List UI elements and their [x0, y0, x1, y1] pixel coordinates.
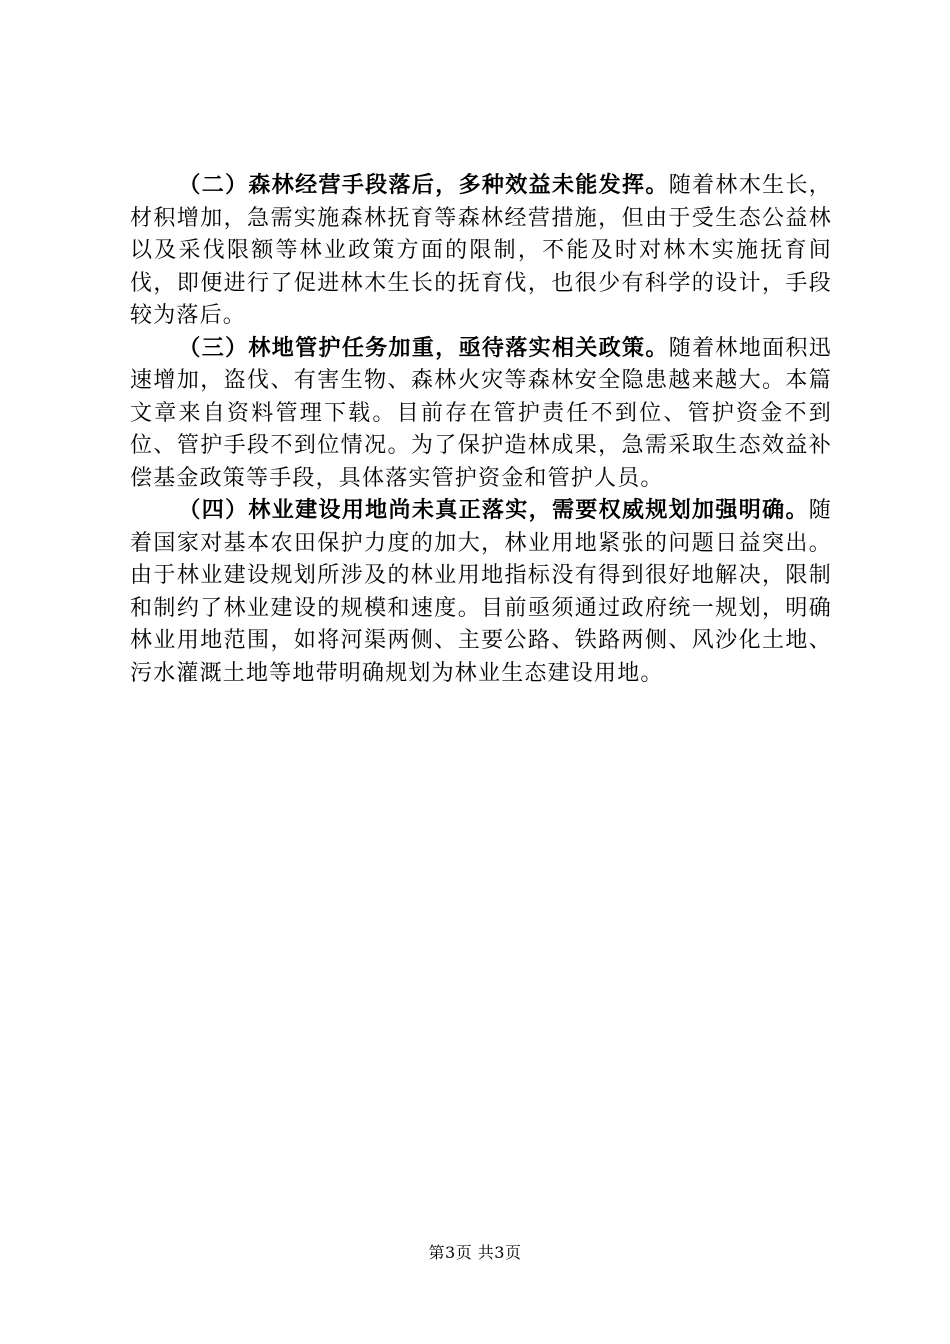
- paragraph-four-body: 随着国家对基本农田保护力度的加大，林业用地紧张的问题日益突出。由于林业建设规划所涉及的林业用地指标没有得到很好地解决，限制和制约了林业建设的规模和速度。目前亟须通过政府统一规划，明确林业用地范围，如将河渠两侧、主要公路、铁路两侧、风沙化土地、污水灌溉土地等地带明确规划为林业生态建设用地。: [130, 498, 832, 686]
- paragraph-three-body: 随着林地面积迅速增加，盗伐、有害生物、森林火灾等森林安全隐患越来越大。本篇文章来自资料管理下载。目前存在管护责任不到位、管护资金不到位、管护手段不到位情况。为了保护造林成果，急需采取生态效益补偿基金政策等手段，具体落实管护资金和管护人员。: [130, 335, 833, 491]
- paragraph-three: [130, 333, 832, 496]
- paragraph-two: [130, 170, 832, 333]
- paragraph-three-heading: （三）林地管护任务加重，亟待落实相关政策。: [178, 335, 669, 361]
- paragraph-four-heading: （四）林业建设用地尚未真正落实，需要权威规划加强明确。: [178, 498, 809, 523]
- paragraph-two-heading: （二）森林经营手段落后，多种效益未能发挥。: [178, 173, 669, 198]
- paragraph-four: [130, 495, 832, 690]
- page-footer: 第3页 共3页: [428, 1243, 522, 1262]
- paragraph-two-body: 随着林木生长，材积增加，急需实施森林抚育等森林经营措施，但由于受生态公益林以及采伐限额等林业政策方面的限制，不能及时对林木实施抚育间伐，即便进行了促进林木生长的抚育伐，也很少有科学的设计，手段较为落后。: [130, 173, 833, 328]
- document-body: [130, 170, 832, 690]
